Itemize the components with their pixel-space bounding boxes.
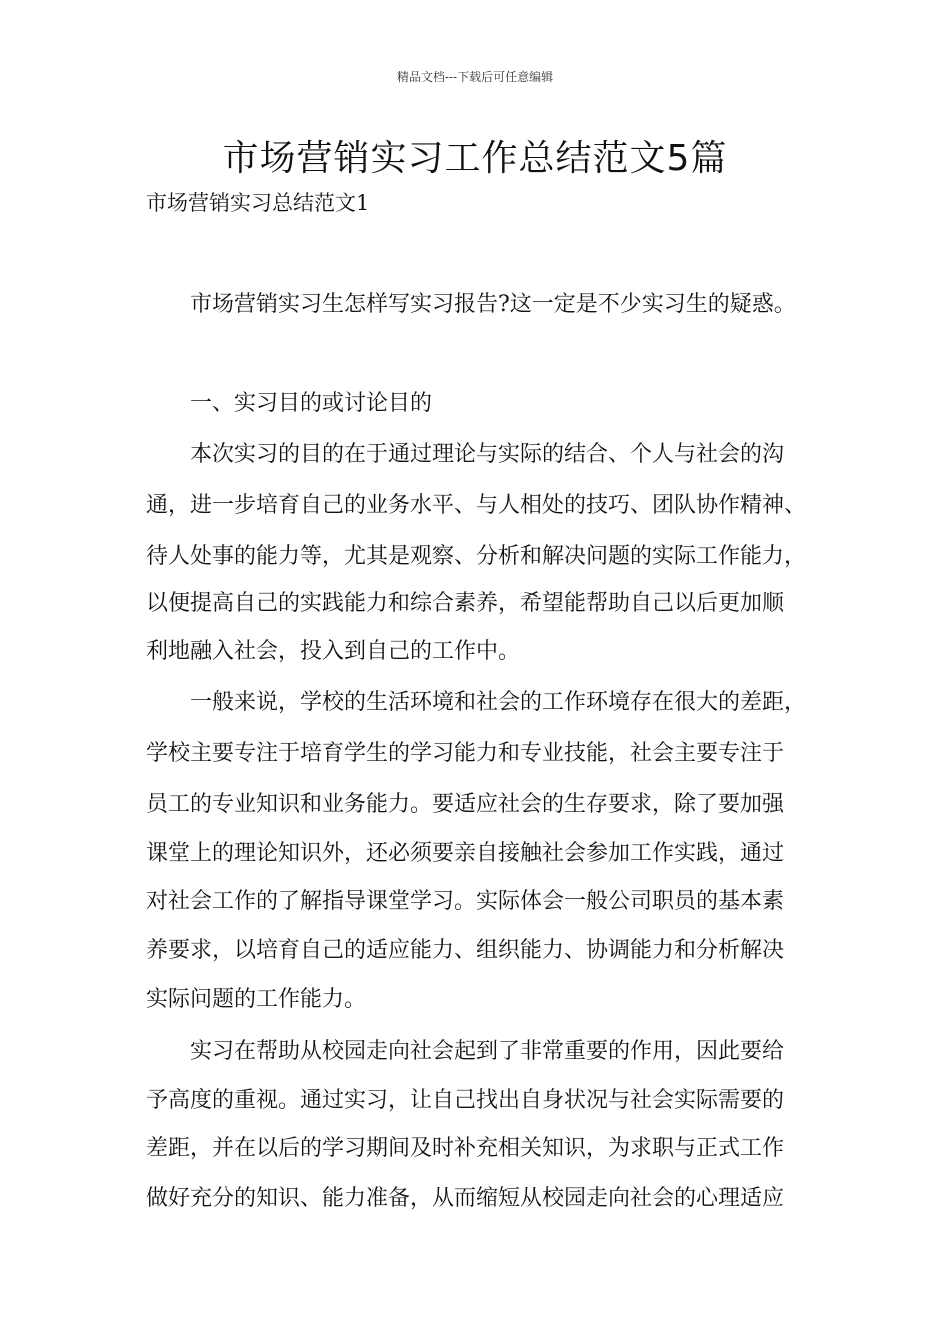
paragraph-line: 差距，并在以后的学习期间及时补充相关知识，为求职与正式工作 xyxy=(146,1136,785,1161)
paragraph-line: 做好充分的知识、能力准备，从而缩短从校园走向社会的心理适应 xyxy=(146,1186,785,1211)
paragraph-line: 员工的专业知识和业务能力。要适应社会的生存要求，除了要加强 xyxy=(146,792,785,817)
paragraph-line: 以便提高自己的实践能力和综合素养，希望能帮助自己以后更加顺 xyxy=(146,591,785,616)
paragraph-line: 对社会工作的了解指导课堂学习。实际体会一般公司职员的基本素 xyxy=(146,889,785,914)
section-heading: 一、实习目的或讨论目的 xyxy=(190,391,433,416)
document-subtitle: 市场营销实习总结范文1 xyxy=(146,191,370,215)
paragraph-line: 通，进一步培育自己的业务水平、与人相处的技巧、团队协作精神、 xyxy=(146,493,807,518)
paragraph-line: 待人处事的能力等，尤其是观察、分析和解决问题的实际工作能力， xyxy=(146,544,807,569)
paragraph-line: 本次实习的目的在于通过理论与实际的结合、个人与社会的沟 xyxy=(190,442,785,467)
header-note: 精品文档---下载后可任意编辑 xyxy=(396,70,554,84)
paragraph-line: 学校主要专注于培育学生的学习能力和专业技能，社会主要专注于 xyxy=(146,741,785,766)
paragraph-line: 课堂上的理论知识外，还必须要亲自接触社会参加工作实践，通过 xyxy=(146,841,785,866)
paragraph-line: 养要求，以培育自己的适应能力、组织能力、协调能力和分析解决 xyxy=(146,938,785,963)
paragraph-line: 实习在帮助从校园走向社会起到了非常重要的作用，因此要给 xyxy=(190,1039,785,1064)
paragraph-line: 一般来说，学校的生活环境和社会的工作环境存在很大的差距， xyxy=(190,690,807,715)
intro-text: 市场营销实习生怎样写实习报告?这一定是不少实习生的疑惑。 xyxy=(190,292,796,317)
paragraph-line: 实际问题的工作能力。 xyxy=(146,987,367,1012)
paragraph-line: 利地融入社会，投入到自己的工作中。 xyxy=(146,639,521,664)
document-title: 市场营销实习工作总结范文5篇 xyxy=(222,138,728,179)
paragraph-line: 予高度的重视。通过实习，让自己找出自身状况与社会实际需要的 xyxy=(146,1088,785,1113)
